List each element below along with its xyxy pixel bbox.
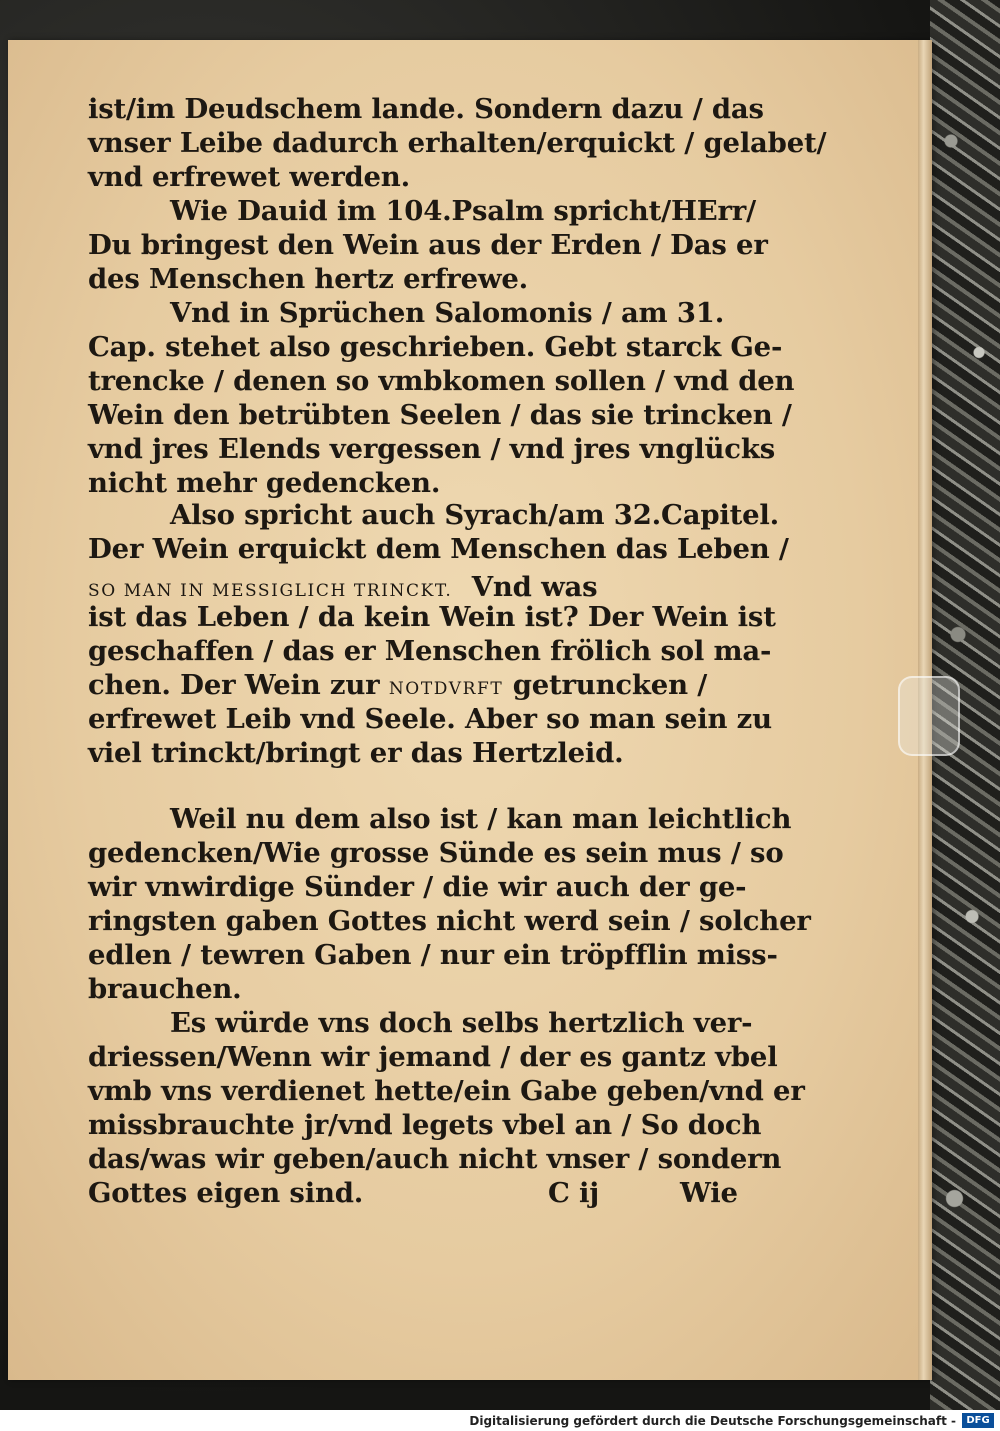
text-line: vnser Leibe dadurch erhalten/erquickt / gelabet/ [88,127,827,159]
page-clip [898,676,960,756]
footer-bar [0,1410,1000,1431]
text-line: das/was wir geben/auch nicht vnser / sondern [88,1143,782,1175]
text-line: ist das Leben / da kein Wein ist? Der Wein ist [88,601,776,633]
text-line: edlen / tewren Gaben / nur ein tröpfflin miss- [88,939,778,971]
text-line: brauchen. [88,973,242,1005]
signature-mark: C ij [548,1177,600,1209]
text-line: wir vnwirdige Sünder / die wir auch der ge- [88,871,747,903]
text-line: vnd jres Elends vergessen / vnd jres vnglücks [88,433,775,465]
text-line: erfrewet Leib vnd Seele. Aber so man sein zu [88,703,772,735]
text-line: Wie Dauid im 104.Psalm spricht/HErr/ [170,195,756,227]
small-caps-text: SO MAN IN MESSIGLICH TRINCKT. [88,581,453,601]
text-line: ist/im Deudschem lande. Sondern dazu / das [88,93,764,125]
text-line: trencke / denen so vmbkomen sollen / vnd den [88,365,795,397]
text-line: vnd erfrewet werden. [88,161,410,193]
funding-credit: Digitalisierung gefördert durch die Deutsche Forschungsgemeinschaft - [469,1414,956,1428]
text-line: Vnd in Sprüchen Salomonis / am 31. [170,297,725,329]
text-line: Gottes eigen sind. [88,1177,364,1209]
text-line: missbrauchte jr/vnd legets vbel an / So doch [88,1109,762,1141]
dfg-logo-icon: DFG [962,1413,994,1428]
text-line: viel trinckt/bringt er das Hertzleid. [88,737,624,769]
text-line: Es würde vns doch selbs hertzlich ver- [170,1007,753,1039]
text-line: Also spricht auch Syrach/am 32.Capitel. [170,499,780,531]
text-line: gedencken/Wie grosse Sünde es sein mus / so [88,837,784,869]
catchword: Wie [680,1177,738,1209]
text-line: chen. Der Wein zur NOTDVRFT getruncken / [88,669,708,701]
small-caps-text: NOTDVRFT [388,679,504,699]
text-line: vmb vns verdienet hette/ein Gabe geben/vnd er [88,1075,805,1107]
text-line: Weil nu dem also ist / kan man leichtlich [170,803,792,835]
text-line: Wein den betrübten Seelen / das sie trincken / [88,399,792,431]
text-line: SO MAN IN MESSIGLICH TRINCKT. Vnd was [88,571,598,603]
text-line: Der Wein erquickt dem Menschen das Leben / [88,533,789,565]
text-line: Cap. stehet also geschrieben. Gebt starck Ge- [88,331,783,363]
text-line: geschaffen / das er Menschen frölich sol ma- [88,635,772,667]
text-line: Du bringest den Wein aus der Erden / Das er [88,229,768,261]
text-line: nicht mehr gedencken. [88,467,441,499]
text-line: ringsten gaben Gottes nicht werd sein / solcher [88,905,811,937]
text-line: des Menschen hertz erfrewe. [88,263,529,295]
text-line: driessen/Wenn wir jemand / der es gantz vbel [88,1041,778,1073]
